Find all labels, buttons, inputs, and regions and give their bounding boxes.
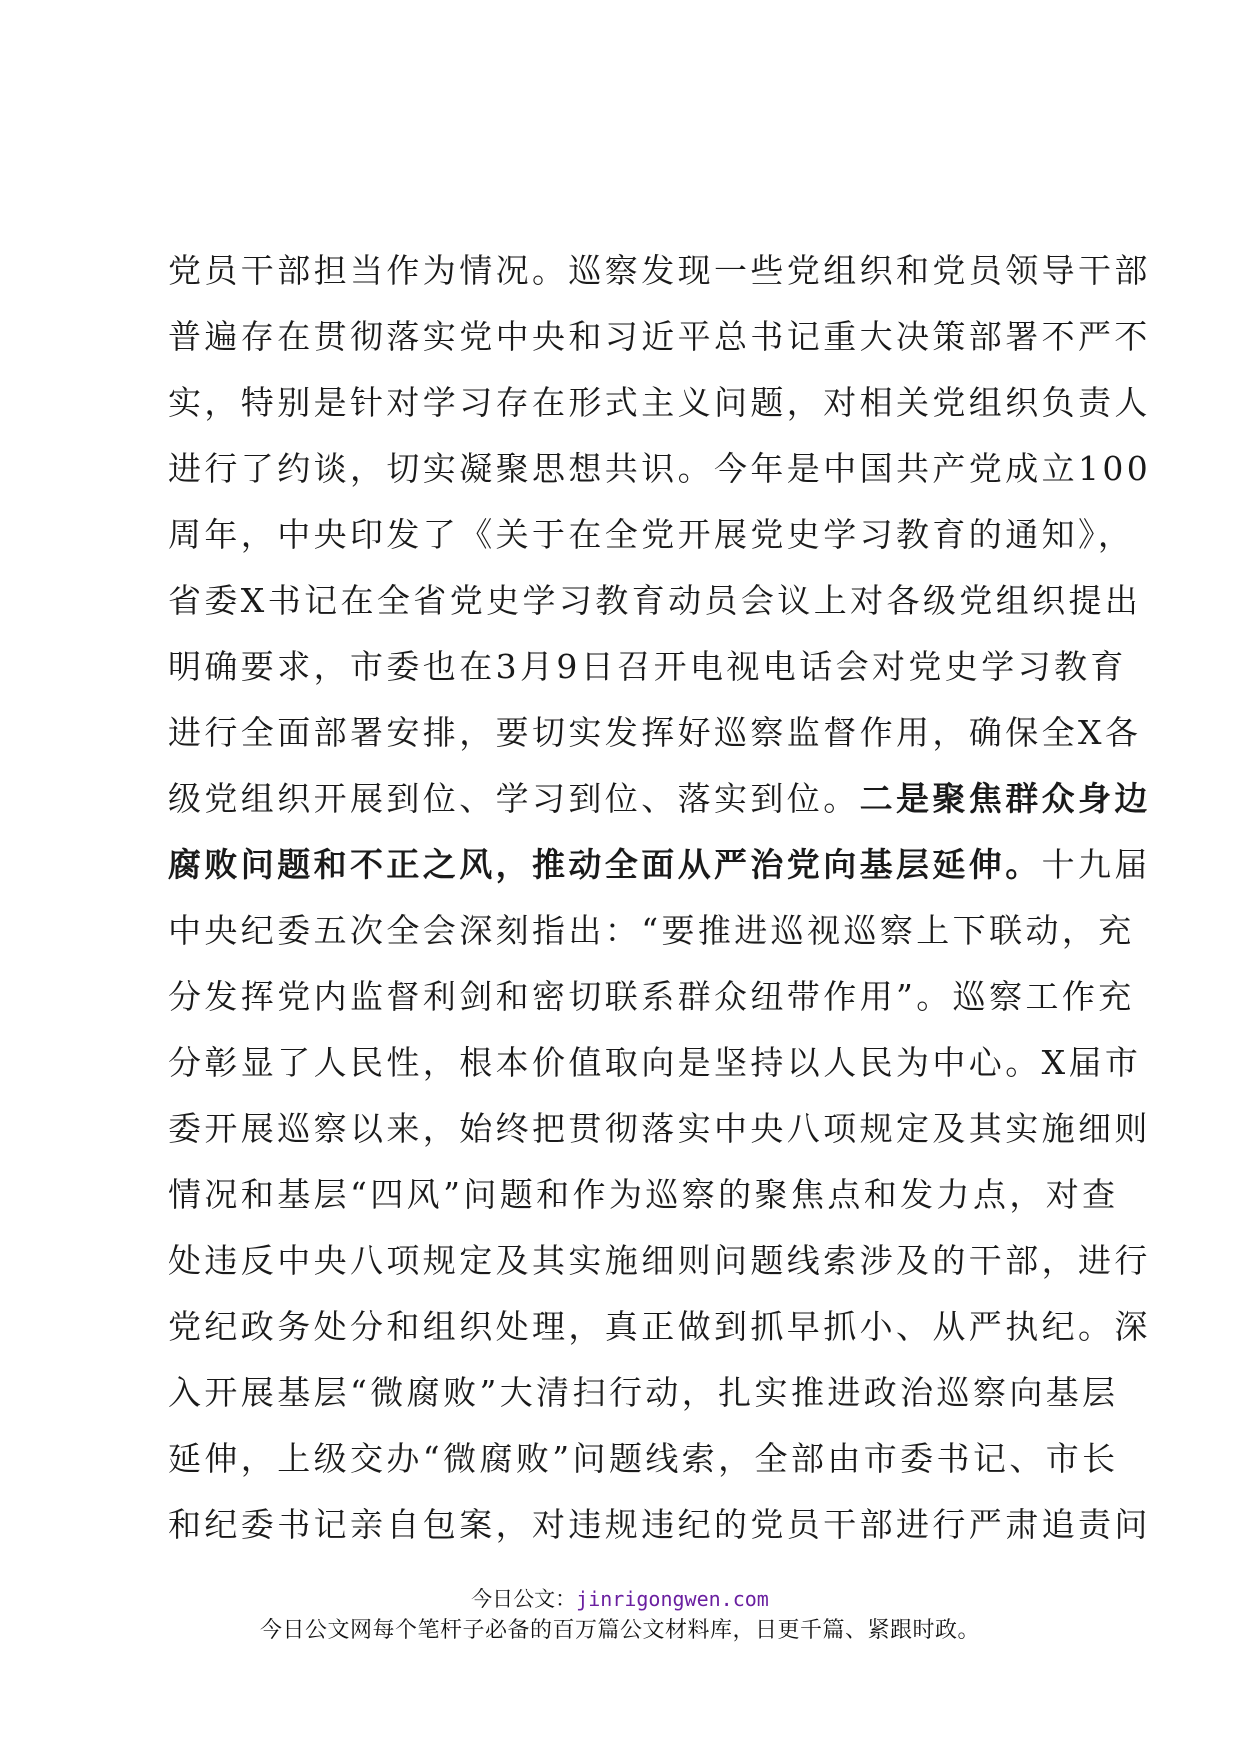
- text-line: 和纪委书记亲自包案，对违规违纪的党员干部进行严肃追责问: [168, 1505, 1151, 1544]
- text-line: 实，特别是针对学习存在形式主义问题，对相关党组织负责人: [168, 383, 1151, 422]
- footer-site-line: [0, 1584, 1240, 1614]
- text-line: 省委X书记在全省党史学习教育动员会议上对各级党组织提出: [168, 581, 1142, 620]
- text-line: 中央纪委五次全会深刻指出：“要推进巡视巡察上下联动，充: [168, 911, 1135, 950]
- text-line: 入开展基层“微腐败”大清扫行动，扎实推进政治巡察向基层: [168, 1373, 1119, 1412]
- text-line: 党纪政务处分和组织处理，真正做到抓早抓小、从严执纪。深: [168, 1307, 1151, 1346]
- page-footer: [0, 1584, 1240, 1648]
- text-segment: 十九届: [1041, 845, 1151, 884]
- text-line: 进行全面部署安排，要切实发挥好巡察监督作用，确保全X各: [168, 713, 1142, 752]
- document-body: [168, 238, 1152, 1558]
- text-line: 情况和基层“四风”问题和作为巡察的聚焦点和发力点，对查: [168, 1175, 1119, 1214]
- text-line: 普遍存在贯彻落实党中央和习近平总书记重大决策部署不严不: [168, 317, 1151, 356]
- text-line: 进行了约谈，切实凝聚思想共识。今年是中国共产党成立100: [168, 449, 1152, 488]
- footer-site-link[interactable]: jinrigongwen.com: [576, 1587, 769, 1611]
- text-line: 分发挥党内监督利剑和密切联系群众纽带作用”。巡察工作充: [168, 977, 1135, 1016]
- bold-heading-segment: 二是聚焦群众身边: [859, 779, 1151, 818]
- text-line: 党员干部担当作为情况。巡察发现一些党组织和党员领导干部: [168, 251, 1151, 290]
- text-line: 明确要求，市委也在3月9日召开电视电话会对党史学习教育: [168, 647, 1127, 686]
- footer-tagline: 今日公文网每个笔杆子必备的百万篇公文材料库，日更千篇、紧跟时政。: [259, 1618, 980, 1643]
- text-segment: 级党组织开展到位、学习到位、落实到位。: [168, 779, 860, 818]
- text-line-mixed: [168, 766, 1151, 832]
- text-line: 处违反中央八项规定及其实施细则问题线索涉及的干部，进行: [168, 1241, 1151, 1280]
- bold-heading-segment: 腐败问题和不正之风，推动全面从严治党向基层延伸。: [168, 845, 1042, 884]
- text-line: 周年，中央印发了《关于在全党开展党史学习教育的通知》，: [168, 515, 1135, 554]
- text-line: 委开展巡察以来，始终把贯彻落实中央八项规定及其实施细则: [168, 1109, 1151, 1148]
- text-line: 分彰显了人民性，根本价值取向是坚持以人民为中心。X届市: [168, 1043, 1142, 1082]
- text-line: 延伸，上级交办“微腐败”问题线索，全部由市委书记、市长: [168, 1439, 1119, 1478]
- footer-site-label: 今日公文：: [471, 1587, 577, 1611]
- text-line-mixed: [168, 832, 1151, 898]
